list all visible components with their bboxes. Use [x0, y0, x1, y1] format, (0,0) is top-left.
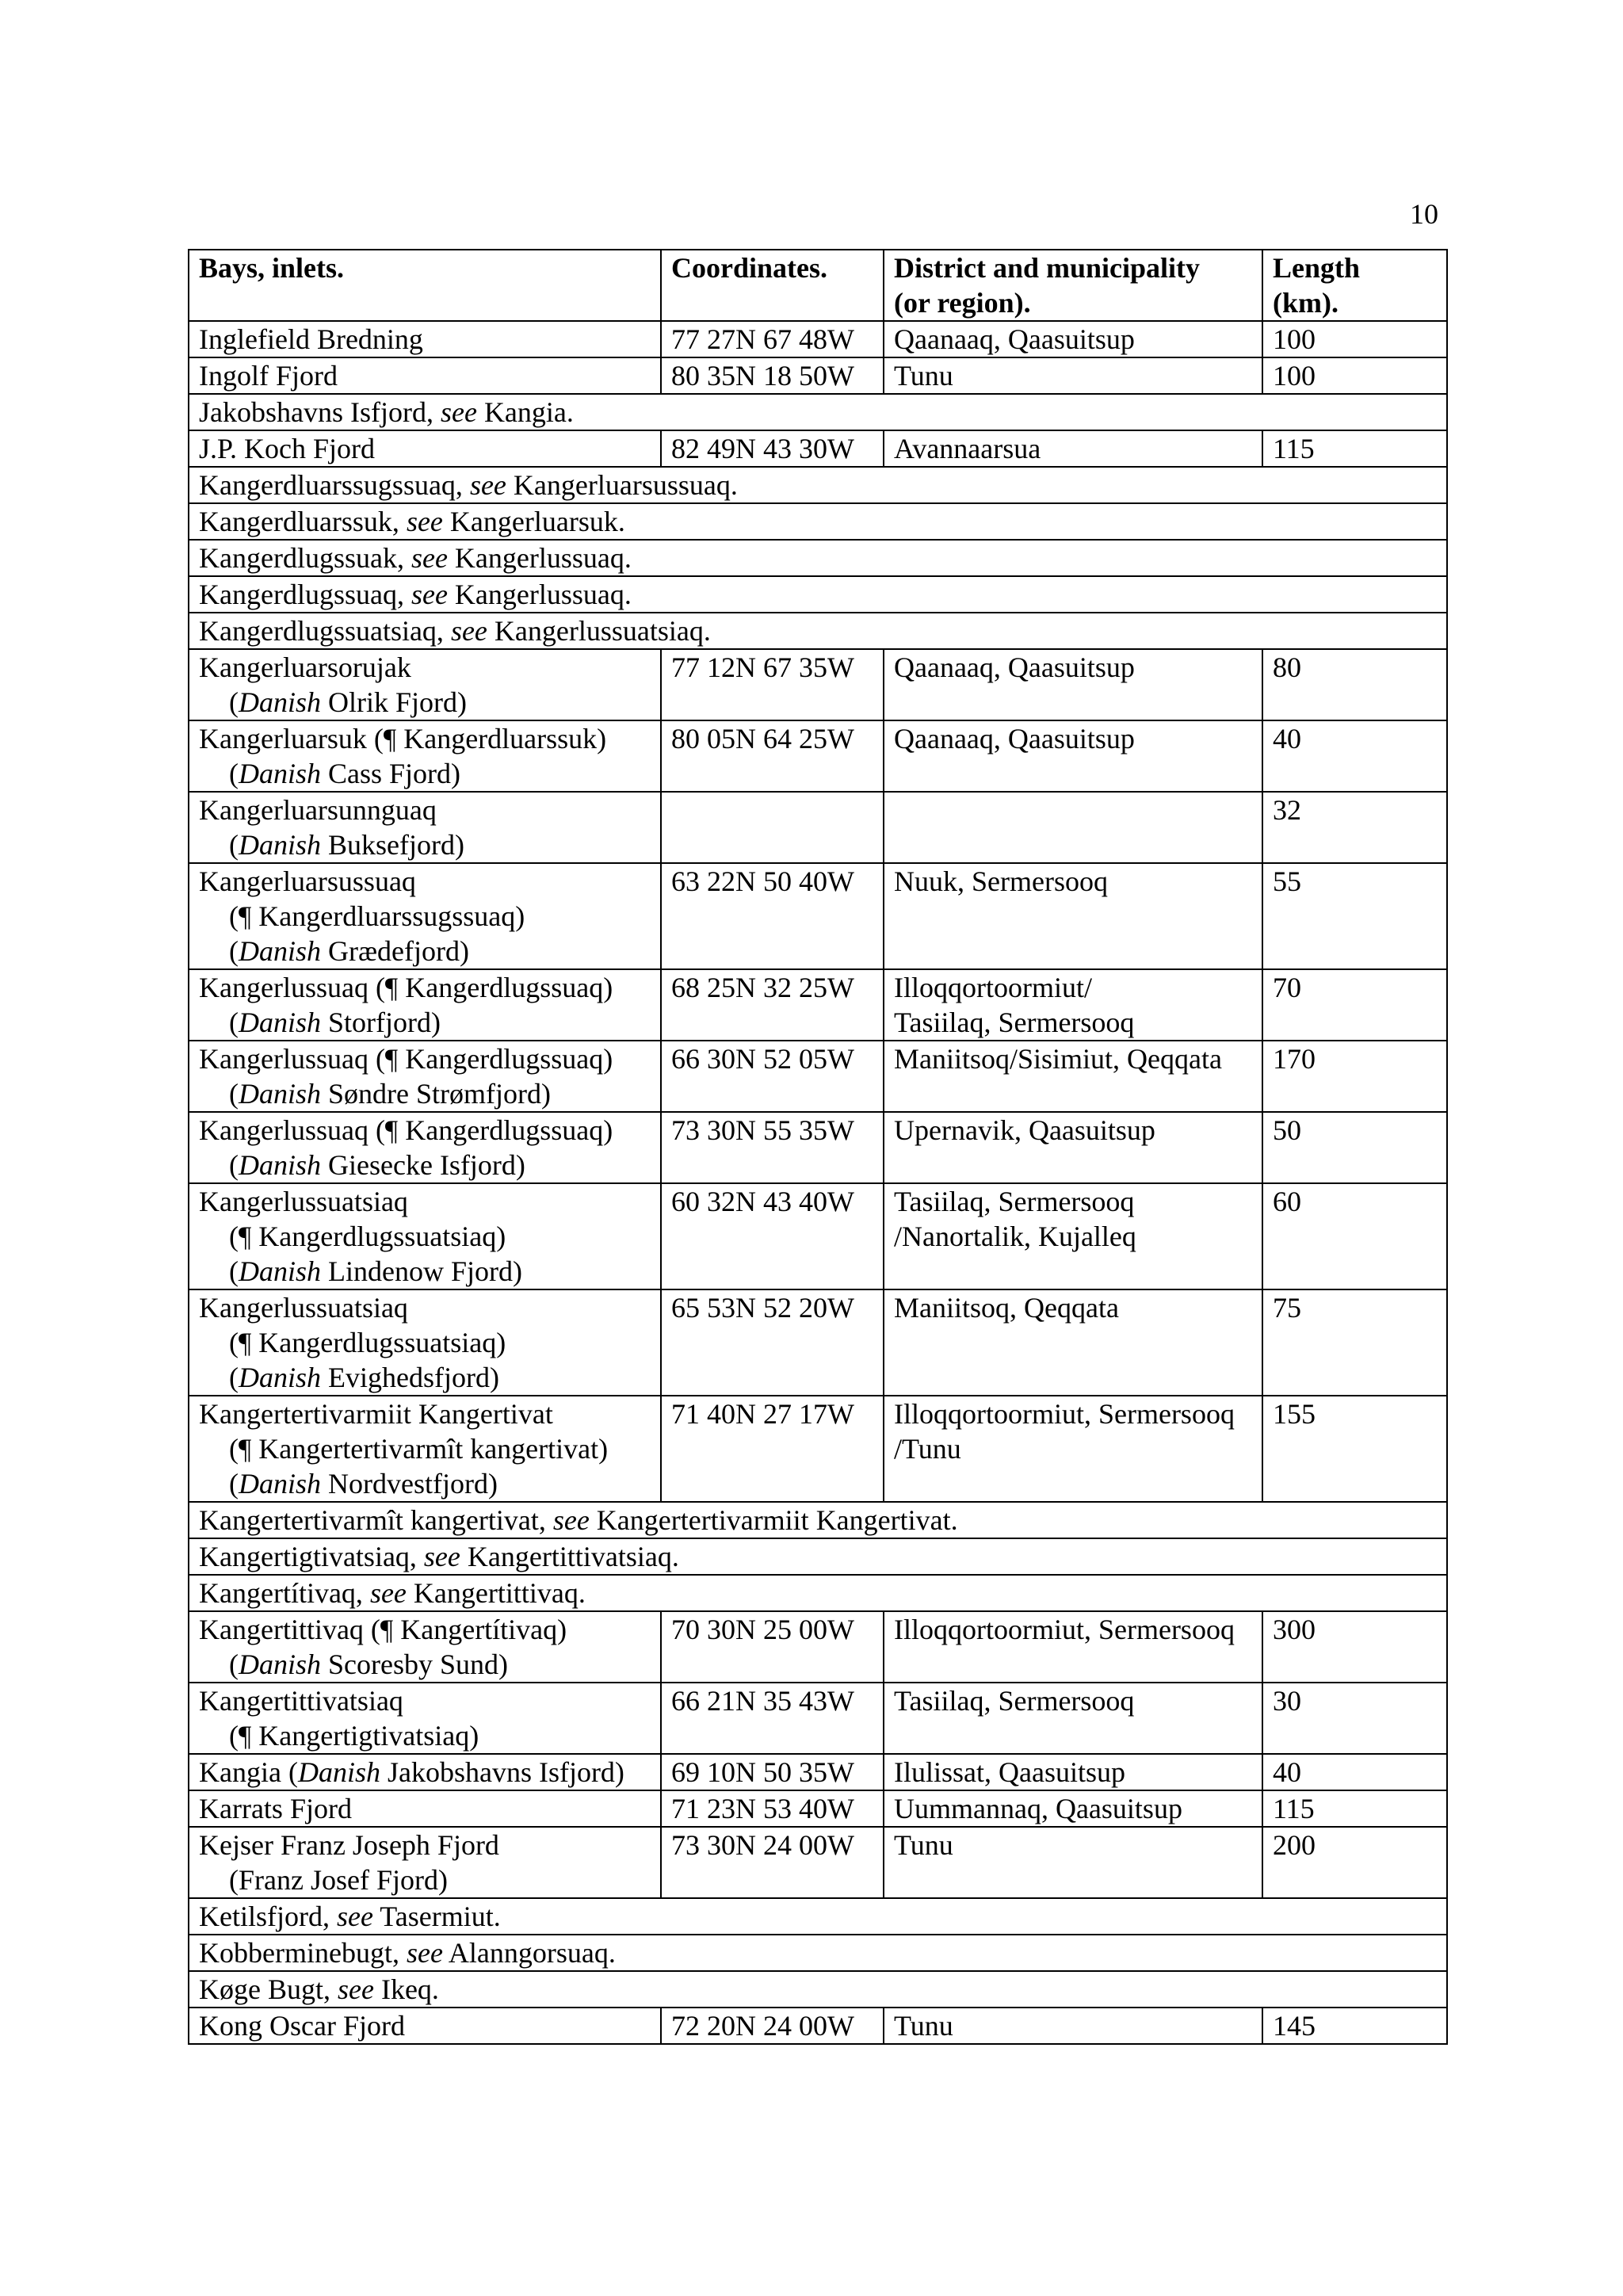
table-row [189, 1396, 1447, 1502]
district-cell [884, 863, 1262, 969]
name-line: Kangerlussuaq (¶ Kangerdlugssuaq) [199, 1043, 613, 1075]
italic-text: see [336, 1901, 373, 1932]
district-line: Illoqqortoormiut/ [894, 972, 1092, 1003]
name-line: (Danish Scoresby Sund) [229, 1648, 509, 1680]
coordinates-cell: 73 30N 55 35W [661, 1112, 884, 1183]
coordinates-cell: 71 40N 27 17W [661, 1396, 884, 1502]
name-line: Kangerlussuatsiaq [199, 1186, 408, 1217]
italic-text: see [369, 1577, 407, 1609]
name-line: Kangertittivaq (¶ Kangertítivaq) [199, 1614, 567, 1645]
table-row [189, 467, 1447, 503]
name-line: Kangertertivarmiit Kangertivat [199, 1398, 553, 1430]
name-cell [189, 792, 661, 863]
district-line: Ilulissat, Qaasuitsup [894, 1756, 1125, 1788]
italic-text: see [406, 1937, 443, 1969]
name-line: (Danish Storfjord) [229, 1007, 441, 1038]
length-cell: 70 [1262, 969, 1447, 1041]
italic-text: Danish [239, 1648, 322, 1680]
district-cell [884, 1790, 1262, 1827]
district-cell [884, 1396, 1262, 1502]
length-cell: 300 [1262, 1611, 1447, 1683]
italic-text: see [469, 469, 506, 501]
italic-text: Danish [239, 1362, 322, 1393]
name-line: (Danish Olrik Fjord) [229, 686, 468, 718]
table-row [189, 1575, 1447, 1611]
district-cell [884, 321, 1262, 357]
length-cell: 40 [1262, 1754, 1447, 1790]
district-cell [884, 720, 1262, 792]
district-line: /Tunu [894, 1433, 961, 1465]
name-line: Kangertittivatsiaq [199, 1685, 403, 1717]
district-line: Maniitsoq, Qeqqata [894, 1292, 1119, 1324]
table-row [189, 503, 1447, 540]
table-row [189, 1183, 1447, 1289]
name-cell [189, 863, 661, 969]
italic-text: Danish [239, 1007, 322, 1038]
table-row [189, 863, 1447, 969]
length-cell: 145 [1262, 2008, 1447, 2044]
name-cell [189, 430, 661, 467]
coordinates-cell: 77 12N 67 35W [661, 649, 884, 720]
length-cell: 80 [1262, 649, 1447, 720]
cross-reference-cell: Ketilsfjord, see Tasermiut. [189, 1898, 1447, 1935]
district-cell [884, 357, 1262, 394]
table-row [189, 394, 1447, 430]
table-row [189, 576, 1447, 613]
district-line: Maniitsoq/Sisimiut, Qeqqata [894, 1043, 1222, 1075]
italic-text: see [552, 1504, 590, 1536]
length-cell: 50 [1262, 1112, 1447, 1183]
name-line: (Danish Søndre Strømfjord) [229, 1078, 551, 1110]
district-cell [884, 1611, 1262, 1683]
table-row [189, 2008, 1447, 2044]
district-line: Tunu [894, 2010, 953, 2042]
cross-reference-cell: Kangerdlugssuatsiaq, see Kangerlussuatsiaq. [189, 613, 1447, 649]
name-cell [189, 1396, 661, 1502]
table-row [189, 1289, 1447, 1396]
table-row [189, 613, 1447, 649]
table-row [189, 1112, 1447, 1183]
district-line: Avannaarsua [894, 433, 1041, 464]
table-row [189, 1683, 1447, 1754]
table-row [189, 969, 1447, 1041]
length-cell: 55 [1262, 863, 1447, 969]
cross-reference-cell: Kangertigtivatsiaq, see Kangertittivatsiaq. [189, 1538, 1447, 1575]
name-line: Kangerluarsussuaq [199, 865, 416, 897]
table-row [189, 430, 1447, 467]
district-line: Illoqqortoormiut, Sermersooq [894, 1398, 1235, 1430]
coordinates-cell: 60 32N 43 40W [661, 1183, 884, 1289]
name-cell [189, 2008, 661, 2044]
district-cell [884, 1289, 1262, 1396]
length-cell: 32 [1262, 792, 1447, 863]
coordinates-cell: 82 49N 43 30W [661, 430, 884, 467]
italic-text: see [423, 1541, 460, 1572]
district-line: Qaanaaq, Qaasuitsup [894, 323, 1135, 355]
header-district: District and municipality (or region). [884, 250, 1262, 321]
district-line: Illoqqortoormiut, Sermersooq [894, 1614, 1235, 1645]
name-cell [189, 1754, 661, 1790]
name-line: (Danish Buksefjord) [229, 829, 464, 861]
cross-reference-cell: Jakobshavns Isfjord, see Kangia. [189, 394, 1447, 430]
name-cell [189, 1611, 661, 1683]
table-row [189, 1502, 1447, 1538]
coordinates-cell: 66 30N 52 05W [661, 1041, 884, 1112]
district-line: Uummannaq, Qaasuitsup [894, 1793, 1182, 1824]
header-row [189, 250, 1447, 321]
table-row [189, 321, 1447, 357]
district-line: Tunu [894, 360, 953, 392]
name-line: Kangerlussuatsiaq [199, 1292, 408, 1324]
name-line: Karrats Fjord [199, 1793, 352, 1824]
district-cell [884, 1827, 1262, 1898]
coordinates-cell [661, 792, 884, 863]
name-line: (Franz Josef Fjord) [229, 1864, 448, 1896]
italic-text: see [406, 506, 443, 537]
italic-text: Danish [297, 1756, 380, 1788]
name-cell [189, 357, 661, 394]
name-line: (Danish Evighedsfjord) [229, 1362, 499, 1393]
name-line: (Danish Giesecke Isfjord) [229, 1149, 525, 1181]
table-row [189, 1935, 1447, 1971]
cross-reference-cell: Kangerdlugssuak, see Kangerlussuaq. [189, 540, 1447, 576]
table-row [189, 1538, 1447, 1575]
cross-reference-cell: Køge Bugt, see Ikeq. [189, 1971, 1447, 2008]
district-cell [884, 2008, 1262, 2044]
district-cell [884, 792, 1262, 863]
name-line: Kangerluarsuk (¶ Kangerdluarssuk) [199, 723, 607, 755]
length-cell: 60 [1262, 1183, 1447, 1289]
district-line: Tasiilaq, Sermersooq [894, 1007, 1135, 1038]
table-row [189, 540, 1447, 576]
length-cell: 200 [1262, 1827, 1447, 1898]
district-line: /Nanortalik, Kujalleq [894, 1221, 1136, 1252]
length-cell: 75 [1262, 1289, 1447, 1396]
table-row [189, 1790, 1447, 1827]
length-cell: 40 [1262, 720, 1447, 792]
page-number: 10 [1410, 198, 1438, 230]
table-row [189, 357, 1447, 394]
coordinates-cell: 65 53N 52 20W [661, 1289, 884, 1396]
district-cell [884, 1041, 1262, 1112]
coordinates-cell: 69 10N 50 35W [661, 1754, 884, 1790]
name-cell [189, 649, 661, 720]
italic-text: see [411, 542, 448, 574]
header-name: Bays, inlets. [189, 250, 661, 321]
italic-text: Danish [239, 686, 322, 718]
name-line: (¶ Kangertigtivatsiaq) [229, 1720, 479, 1752]
coordinates-cell: 80 35N 18 50W [661, 357, 884, 394]
district-line: Qaanaaq, Qaasuitsup [894, 723, 1135, 755]
name-cell [189, 720, 661, 792]
name-cell [189, 1112, 661, 1183]
name-cell [189, 1790, 661, 1827]
name-line: Inglefield Bredning [199, 323, 423, 355]
length-cell: 100 [1262, 357, 1447, 394]
district-line: Tasiilaq, Sermersooq [894, 1685, 1135, 1717]
name-line: Kejser Franz Joseph Fjord [199, 1829, 499, 1861]
length-cell: 170 [1262, 1041, 1447, 1112]
coordinates-cell: 80 05N 64 25W [661, 720, 884, 792]
district-line: Tunu [894, 1829, 953, 1861]
name-line: Kangerlussuaq (¶ Kangerdlugssuaq) [199, 1114, 613, 1146]
italic-text: Danish [239, 1078, 322, 1110]
district-cell [884, 1183, 1262, 1289]
length-cell: 30 [1262, 1683, 1447, 1754]
coordinates-cell: 71 23N 53 40W [661, 1790, 884, 1827]
italic-text: see [338, 1973, 374, 2005]
name-line: Kangerluarsorujak [199, 651, 411, 683]
name-cell [189, 1183, 661, 1289]
italic-text: Danish [239, 935, 322, 967]
coordinates-cell: 72 20N 24 00W [661, 2008, 884, 2044]
table-body [189, 321, 1447, 2044]
name-line: Ingolf Fjord [199, 360, 338, 392]
table-row [189, 1971, 1447, 2008]
name-cell [189, 1827, 661, 1898]
italic-text: see [411, 579, 448, 610]
cross-reference-cell: Kangerdluarssugssuaq, see Kangerluarsussuaq. [189, 467, 1447, 503]
table-row [189, 1611, 1447, 1683]
name-line: (Danish Cass Fjord) [229, 758, 461, 789]
district-line: Qaanaaq, Qaasuitsup [894, 651, 1135, 683]
italic-text: see [450, 615, 487, 647]
district-line: Upernavik, Qaasuitsup [894, 1114, 1155, 1146]
district-cell [884, 430, 1262, 467]
table-row [189, 649, 1447, 720]
district-line: Tasiilaq, Sermersooq [894, 1186, 1135, 1217]
italic-text: Danish [239, 1255, 322, 1287]
coordinates-cell: 63 22N 50 40W [661, 863, 884, 969]
table-row [189, 1898, 1447, 1935]
name-line: (¶ Kangerdlugssuatsiaq) [229, 1221, 506, 1252]
name-line: (¶ Kangerdluarssugssuaq) [229, 900, 525, 932]
district-cell [884, 1112, 1262, 1183]
italic-text: see [440, 396, 477, 428]
header-coordinates: Coordinates. [661, 250, 884, 321]
length-cell: 155 [1262, 1396, 1447, 1502]
name-line: J.P. Koch Fjord [199, 433, 376, 464]
italic-text: Danish [239, 1468, 322, 1499]
name-cell [189, 1683, 661, 1754]
cross-reference-cell: Kobberminebugt, see Alanngorsuaq. [189, 1935, 1447, 1971]
italic-text: Danish [239, 1149, 322, 1181]
italic-text: Danish [239, 758, 322, 789]
district-line: Nuuk, Sermersooq [894, 865, 1108, 897]
coordinates-cell: 73 30N 24 00W [661, 1827, 884, 1898]
name-line: (¶ Kangertertivarmît kangertivat) [229, 1433, 609, 1465]
table-row [189, 1041, 1447, 1112]
coordinates-cell: 66 21N 35 43W [661, 1683, 884, 1754]
name-line: Kangerluarsunnguaq [199, 794, 437, 826]
district-cell [884, 1683, 1262, 1754]
name-line: (¶ Kangerdlugssuatsiaq) [229, 1327, 506, 1358]
district-cell [884, 969, 1262, 1041]
length-cell: 115 [1262, 430, 1447, 467]
name-line: Kangerlussuaq (¶ Kangerdlugssuaq) [199, 972, 613, 1003]
cross-reference-cell: Kangertertivarmît kangertivat, see Kangertertivarmiit Kangertivat. [189, 1502, 1447, 1538]
table-row [189, 1754, 1447, 1790]
name-line: Kong Oscar Fjord [199, 2010, 405, 2042]
italic-text: Danish [239, 829, 322, 861]
name-cell [189, 969, 661, 1041]
name-cell [189, 1041, 661, 1112]
table-row [189, 792, 1447, 863]
length-cell: 100 [1262, 321, 1447, 357]
name-line: Kangia (Danish Jakobshavns Isfjord) [199, 1756, 624, 1788]
length-cell: 115 [1262, 1790, 1447, 1827]
name-line: (Danish Nordvestfjord) [229, 1468, 498, 1499]
coordinates-cell: 77 27N 67 48W [661, 321, 884, 357]
district-cell [884, 649, 1262, 720]
name-cell [189, 1289, 661, 1396]
name-line: (Danish Grædefjord) [229, 935, 469, 967]
coordinates-cell: 70 30N 25 00W [661, 1611, 884, 1683]
cross-reference-cell: Kangertítivaq, see Kangertittivaq. [189, 1575, 1447, 1611]
table-row [189, 1827, 1447, 1898]
name-line: (Danish Lindenow Fjord) [229, 1255, 522, 1287]
bays-inlets-table [188, 249, 1448, 2045]
coordinates-cell: 68 25N 32 25W [661, 969, 884, 1041]
cross-reference-cell: Kangerdluarssuk, see Kangerluarsuk. [189, 503, 1447, 540]
district-cell [884, 1754, 1262, 1790]
table-row [189, 720, 1447, 792]
header-length: Length (km). [1262, 250, 1447, 321]
cross-reference-cell: Kangerdlugssuaq, see Kangerlussuaq. [189, 576, 1447, 613]
name-cell [189, 321, 661, 357]
